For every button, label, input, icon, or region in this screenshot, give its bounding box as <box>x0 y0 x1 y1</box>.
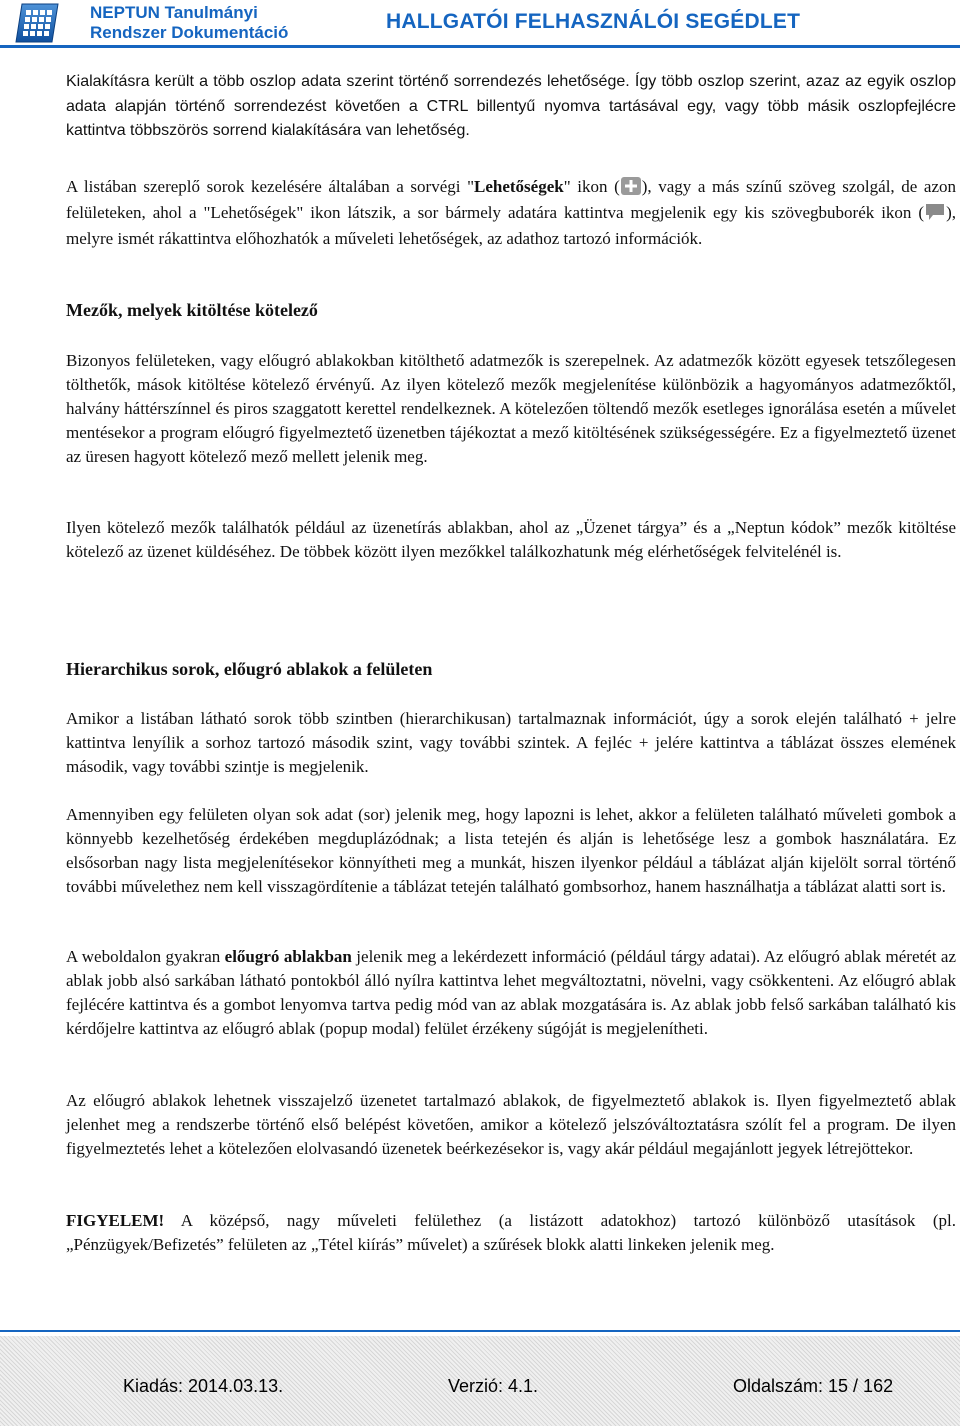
paragraph-warning <box>66 1209 956 1257</box>
heading-required-fields: Mezők, melyek kitöltése kötelező <box>66 300 318 320</box>
header-divider <box>0 45 960 48</box>
footer-page-number: Oldalszám: 15 / 162 <box>733 1376 894 1396</box>
footer-version: Verzió: 4.1. <box>448 1376 539 1396</box>
page-header <box>0 0 960 48</box>
heading-hierarchical-rows: Hierarchikus sorok, előugró ablakok a felületen <box>66 659 433 679</box>
warning-label: FIGYELEM! <box>66 1211 165 1230</box>
text-segment: jelenik meg a lekérdezett információ (például tárgy adatai). Az előugró ablak méretét az ablak jobb alsó sarkában látható pontokból álló nyílra kattintva lehet megváltoztatni, növelni, vagy csökkenteni. Az előugró ablak fejlécére kattintva és a gombot lenyomva tartva pedig mód van az ablak mozgatására is. Az ablak jobb felső sarkában található kis kérdőjelre kattintva az előugró ablak (popup modal) felület érzékeny súgóját is megjelenítheti. <box>66 947 957 1038</box>
popup-term: előugró ablakban <box>224 947 352 966</box>
neptun-logo-icon <box>14 2 60 44</box>
text-segment: A középső, nagy műveleti felülethez (a listázott adatokhoz) tartozó különböző utasítások (pl. „Pénzügyek/Befizetés” felületen az „Tétel kiírás” művelet) a szűrések blokk alatti linkeken jelenik meg. <box>66 1211 956 1254</box>
text-segment: " ikon ( <box>563 177 620 196</box>
plus-icon <box>620 176 642 196</box>
paragraph-sorting: Kialakításra került a több oszlop adata szerint történő sorrendezés lehetősége. Így több oszlop szerint, azaz az egyik oszlop adata alapján történő sorrendezést követően a CTRL billentyű nyomva tartásával egy, vagy több másik oszlopfejlécre kattintva többszörös sorrend kialakítására van lehetőség. <box>66 73 956 139</box>
options-term: Lehetőségek <box>474 177 564 196</box>
paragraph-popup-types: Az előugró ablakok lehetnek visszajelző üzenetet tartalmazó ablakok, de figyelmeztető ablakok is. Ilyen figyelmeztető ablak jelenhet meg a rendszerbe történő első belépést követően, amikor a kötelező jelszóváltoztatásra szólít fel a program. De ilyen figyelmeztetés lehet a kötelezően elolvasandó üzenetek beérkezésekor is, vagy akár például megajánlott jegyek létrejöttekor. <box>66 1091 956 1158</box>
paragraph-popups <box>66 945 956 1041</box>
paragraph-paging: Amennyiben egy felületen olyan sok adat (sor) jelenik meg, hogy lapozni is lehet, akkor a felületen található műveleti gombok a könnyebb kezelhetőség érdekében megduplázódnak; a lista tetején és alján is lehetősége lesz a gombok használatára. Ez elsősorban nagy lista megjelenítésekor könnyítheti meg a munkát, hiszen ilyenkor például a táblázat alján kijelölt sorral történő további művelethez nem kell visszagördítenie a táblázat tetején található gombsorhoz, hanem használhatja a táblázat alatti sort is. <box>66 805 956 896</box>
speech-bubble-icon <box>924 202 946 222</box>
brand-line-2: Rendszer Dokumentáció <box>90 23 289 42</box>
paragraph-required-examples: Ilyen kötelező mezők találhatók például az üzenetírás ablakban, ahol az „Üzenet tárgya” és a „Neptun kódok” mezők kitöltése kötelező az üzenet küldéséhez. De többek között ilyen mezőkkel találkozhatunk még elérhetőségek felvitelénél is. <box>66 518 956 561</box>
paragraph-hierarchical: Amikor a listában látható sorok több szintben (hierarchikusan) tartalmaznak információt, úgy a sorok elején található + jelre kattintva lenyílik a sorhoz tartozó második szint, vagy további szintek. A fejléc + jelére kattintva a táblázat összes elemének második, vagy további szintje is megjelenik. <box>66 709 956 776</box>
paragraph-options <box>66 174 956 252</box>
text-segment: A weboldalon gyakran <box>66 947 225 966</box>
paragraph-required-fields: Bizonyos felületeken, vagy előugró ablakokban kitölthető adatmezők is szerepelnek. Az adatmezők között egyesek tetszőlegesen tölthetők, mások kitöltése kötelező érvényű. Az ilyen kötelező mezők megjelenítése különbözik a hagyományos adatmezőktől, halvány háttérszínnel és piros szaggatott kerettel rendelkeznek. A kötelezően töltendő mezők esetleges ignorálása esetén a művelet mentésekor a program előugró figyelmeztető üzenetben tájékoztat a mező kitöltésének szükségességére. Ez a figyelmeztető üzenet az üresen hagyott kötelező mező mellett jelenik meg. <box>66 351 956 466</box>
footer-divider <box>0 1330 960 1332</box>
brand-line-1: NEPTUN Tanulmányi <box>90 3 258 22</box>
footer-edition: Kiadás: 2014.03.13. <box>123 1376 284 1396</box>
text-segment: ), melyre ismét rákattintva előhozhatók a műveleti lehetőségek, az adathoz tartozó információk. <box>66 203 956 248</box>
text-segment: A listában szereplő sorok kezelésére általában a sorvégi " <box>66 177 475 196</box>
guide-title: HALLGATÓI FELHASZNÁLÓI SEGÉDLET <box>386 10 801 33</box>
text-segment: ), vagy a más színű szöveg szolgál, de azon felületeken, ahol a "Lehetőségek" ikon látszik, a sor bármely adatára kattintva megjelenik egy kis szövegbuborék ikon ( <box>66 177 956 222</box>
brand-name <box>90 3 288 43</box>
